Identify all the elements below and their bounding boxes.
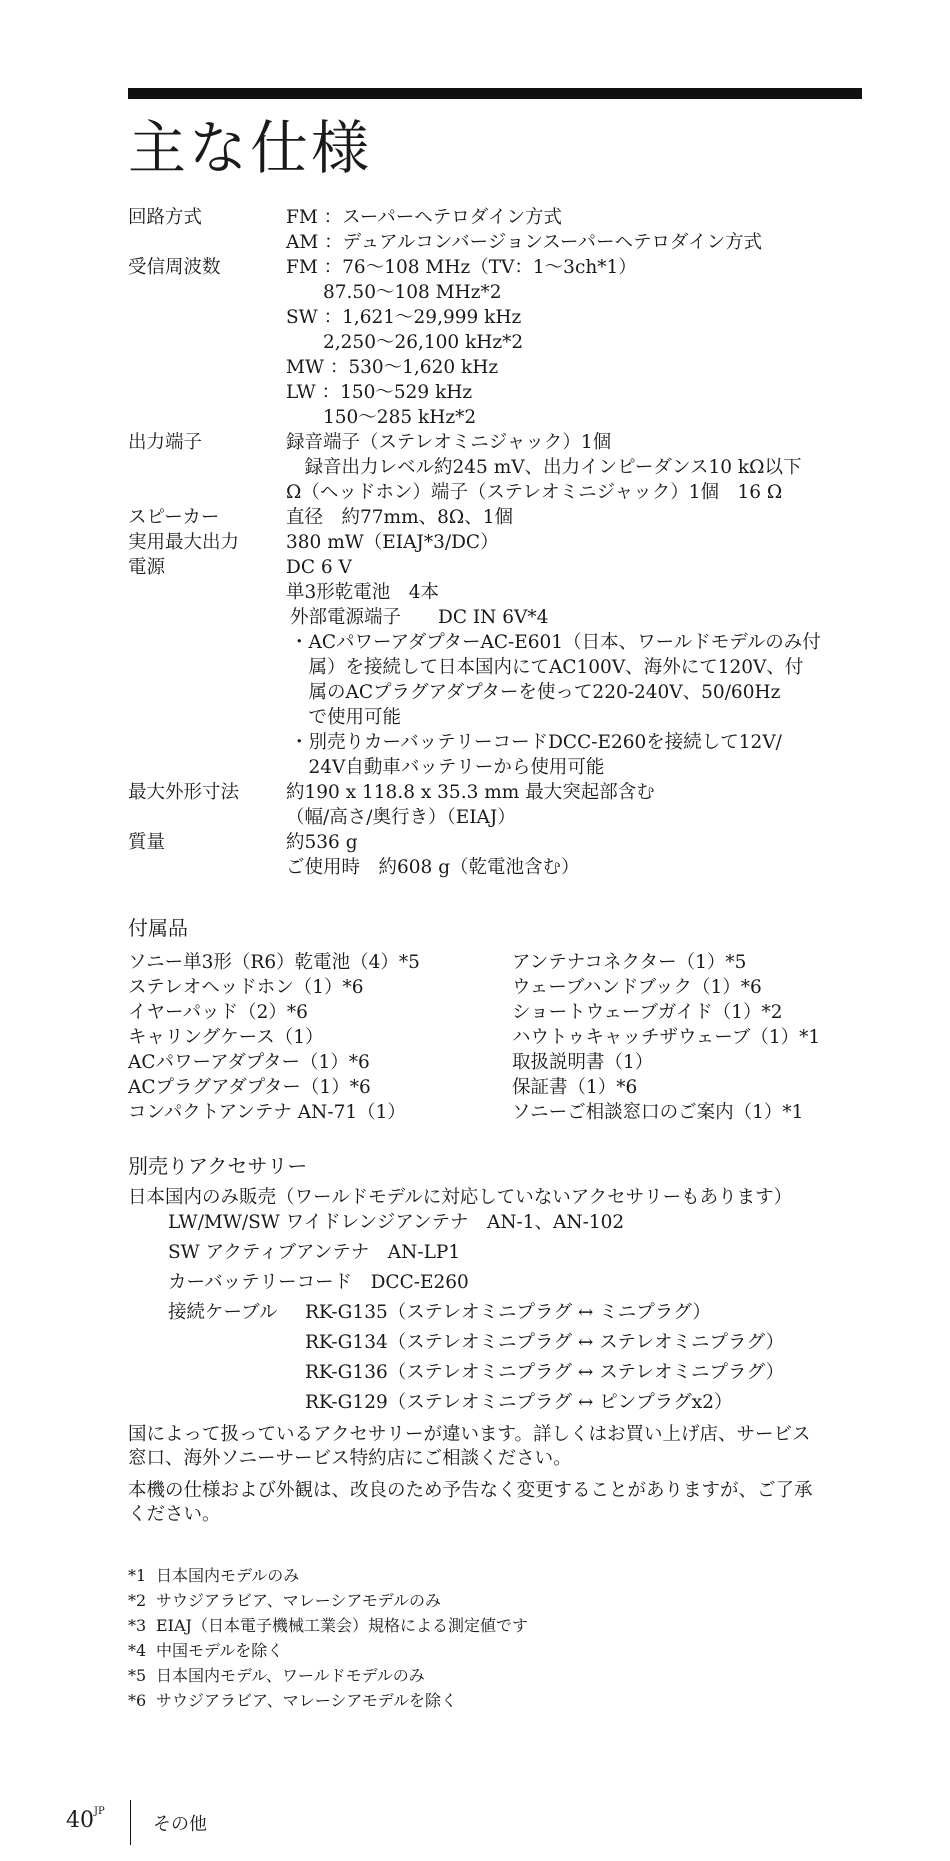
list-item: カーバッテリーコード DCC-E260 — [168, 1272, 469, 1293]
spec-label: 最大外形寸法 — [128, 782, 240, 803]
spec-value: 約190 x 118.8 x 35.3 mm 最大突起部含む — [286, 782, 655, 803]
list-item: RK-G136（ステレオミニプラグ ↔ ステレオミニプラグ） — [305, 1362, 785, 1383]
list-item: ウェーブハンドブック（1）*6 — [512, 977, 762, 998]
footnote: *2 サウジアラビア、マレーシアモデルのみ — [128, 1591, 441, 1610]
note-line: ください。 — [128, 1504, 221, 1525]
spec-value: AM ：デュアルコンバージョンスーパーヘテロダイン方式 — [286, 232, 763, 253]
spec-label: 実用最大出力 — [128, 532, 240, 553]
spec-value: 約536 g — [286, 832, 358, 853]
spec-label: スピーカー — [128, 507, 220, 528]
footnote: *1 日本国内モデルのみ — [128, 1566, 300, 1585]
page-number: $40^{JP}$ — [66, 1806, 105, 1833]
spec-value: （幅/高さ/奥行き）（EIAJ） — [286, 807, 516, 828]
spec-label: 受信周波数 — [128, 257, 221, 278]
spec-label: 出力端子 — [128, 432, 203, 453]
spec-value: 380 mW（EIAJ*3/DC） — [286, 532, 499, 553]
footnote: *4 中国モデルを除く — [128, 1641, 284, 1660]
spec-value: ・別売りカーバッテリーコードDCC-E260を接続して12V/ — [290, 732, 782, 753]
optional-heading: 別売りアクセサリー — [128, 1154, 308, 1178]
spec-value: Ω（ヘッドホン）端子（ステレオミニジャック）1個 16 Ω — [286, 482, 783, 503]
note-line: 窓口、海外ソニーサービス特約店にご相談ください。 — [128, 1448, 572, 1469]
title-rule — [128, 88, 862, 99]
list-item: ソニー単3形（R6）乾電池（4）*5 — [128, 952, 420, 973]
spec-value: FM ：スーパーヘテロダイン方式 — [286, 207, 562, 228]
spec-value: 直径 約77mm、8Ω、1個 — [286, 507, 514, 528]
accessories-heading: 付属品 — [128, 916, 188, 940]
list-item: LW/MW/SW ワイドレンジアンテナ AN-1、AN-102 — [168, 1212, 625, 1233]
spec-value: FM ：76～108 MHz（TV：1～3ch*1） — [286, 257, 637, 278]
cable-label: 接続ケーブル — [168, 1302, 278, 1323]
list-item: イヤーパッド（2）*6 — [128, 1002, 308, 1023]
list-item: SW アクティブアンテナ AN-LP1 — [168, 1242, 461, 1263]
list-item: 取扱説明書（1） — [512, 1052, 654, 1073]
spec-value: 150～285 kHz*2 — [286, 407, 477, 428]
spec-value: SW ：1,621～29,999 kHz — [286, 307, 522, 328]
section-name: その他 — [153, 1814, 207, 1835]
spec-label: 電源 — [128, 557, 166, 578]
spec-value: 24V自動車バッテリーから使用可能 — [290, 757, 605, 778]
list-item: ACプラグアダプター（1）*6 — [128, 1077, 371, 1098]
footnote: *5 日本国内モデル、ワールドモデルのみ — [128, 1666, 425, 1685]
spec-value: 録音端子（ステレオミニジャック）1個 — [286, 432, 612, 453]
list-item: ソニーご相談窓口のご案内（1）*1 — [512, 1102, 804, 1123]
spec-value: 2,250～26,100 kHz*2 — [286, 332, 524, 353]
page-title: 主な仕様 — [128, 114, 373, 182]
footnote: *6 サウジアラビア、マレーシアモデルを除く — [128, 1691, 457, 1710]
list-item: ショートウェーブガイド（1）*2 — [512, 1002, 783, 1023]
optional-intro: 日本国内のみ販売（ワールドモデルに対応していないアクセサリーもあります） — [128, 1187, 793, 1208]
spec-value: LW ：150～529 kHz — [286, 382, 473, 403]
spec-value: ・ACパワーアダプターAC-E601（日本、ワールドモデルのみ付 — [290, 632, 821, 653]
note-line: 本機の仕様および外観は、改良のため予告なく変更することがありますが、ご了承 — [128, 1480, 813, 1501]
list-item: ステレオヘッドホン（1）*6 — [128, 977, 364, 998]
spec-value: 87.50～108 MHz*2 — [286, 282, 502, 303]
spec-value: DC 6 V — [286, 557, 352, 578]
spec-value: 録音出力レベル約245 mV、出力インピーダンス10 kΩ以下 — [286, 457, 802, 478]
list-item: コンパクトアンテナ AN-71（1） — [128, 1102, 406, 1123]
list-item: RK-G129（ステレオミニプラグ ↔ ピンプラグx2） — [305, 1392, 733, 1413]
list-item: 保証書（1）*6 — [512, 1077, 638, 1098]
spec-value: 属のACプラグアダプターを使って220-240V、50/60Hz — [290, 682, 781, 703]
spec-value: ご使用時 約608 g（乾電池含む） — [286, 857, 580, 878]
list-item: ACパワーアダプター（1）*6 — [128, 1052, 370, 1073]
footer-divider — [130, 1800, 131, 1845]
list-item: ハウトゥキャッチザウェーブ（1）*1 — [512, 1027, 821, 1048]
list-item: キャリングケース（1） — [128, 1027, 324, 1048]
spec-label: 回路方式 — [128, 207, 203, 228]
spec-value: で使用可能 — [290, 707, 402, 728]
spec-value: 属）を接続して日本国内にてAC100V、海外にて120V、付 — [290, 657, 804, 678]
spec-value: 単3形乾電池 4本 — [286, 582, 440, 603]
footnote: *3 EIAJ（日本電子機械工業会）規格による測定値です — [128, 1616, 528, 1635]
list-item: アンテナコネクター（1）*5 — [512, 952, 747, 973]
note-line: 国によって扱っているアクセサリーが違います。詳しくはお買い上げ店、サービス — [128, 1424, 811, 1445]
list-item: RK-G135（ステレオミニプラグ ↔ ミニプラグ） — [305, 1302, 711, 1323]
spec-label: 質量 — [128, 832, 166, 853]
spec-value: 外部電源端子 DC IN 6V*4 — [290, 607, 549, 628]
list-item: RK-G134（ステレオミニプラグ ↔ ステレオミニプラグ） — [305, 1332, 785, 1353]
spec-value: MW ：530～1,620 kHz — [286, 357, 499, 378]
